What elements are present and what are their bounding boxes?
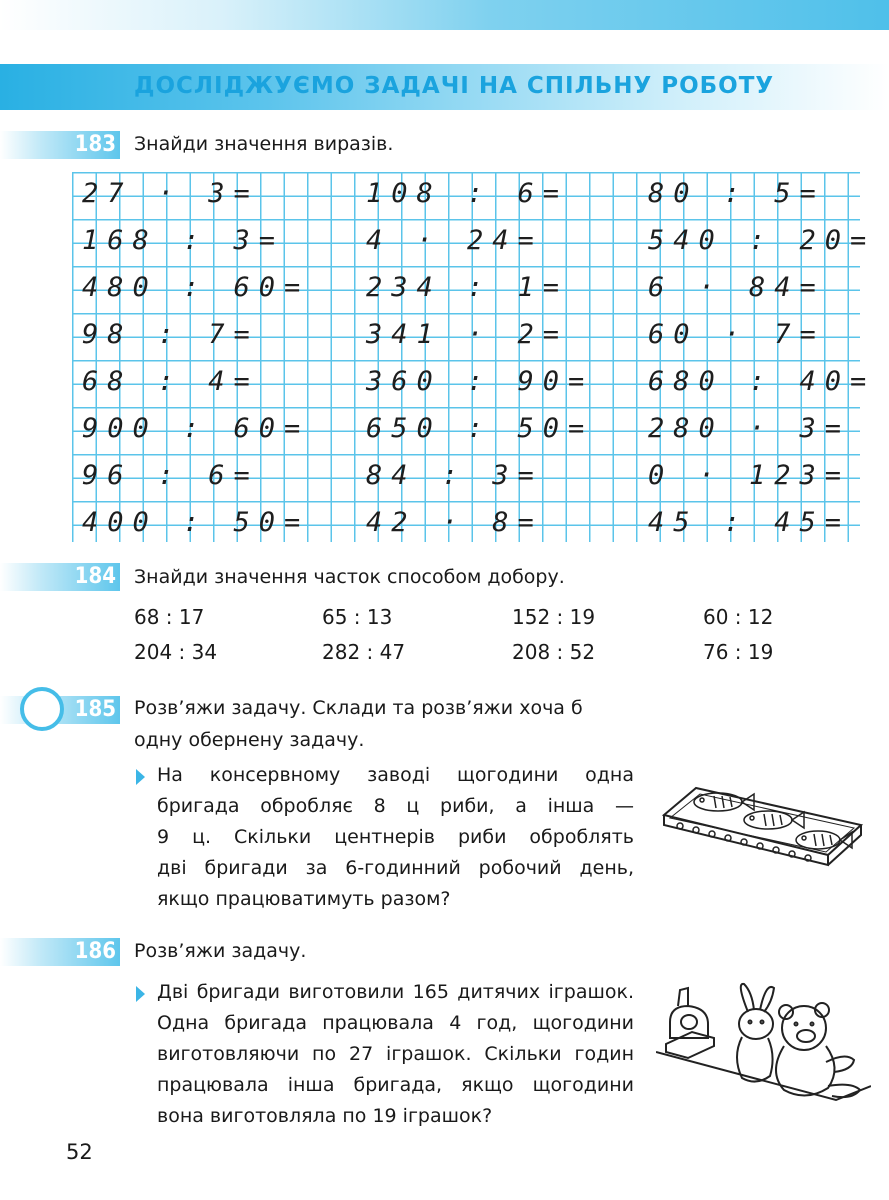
problem-line: якщо працюватимуть разом? — [157, 888, 451, 910]
problem-line: На консервному заводі щогодини одна — [157, 764, 634, 786]
division-item: 68 : 17 — [134, 605, 205, 629]
expression: 650 : 50= — [366, 413, 594, 444]
page-number: 52 — [66, 1140, 93, 1164]
division-item: 152 : 19 — [512, 605, 596, 629]
problem-line: 9 ц. Скільки центнерів риби оброблять — [157, 826, 634, 848]
task-183-instruction: Знайди значення виразів. — [134, 133, 394, 155]
arrow-bullet-icon — [136, 769, 145, 785]
expression: 400 : 50= — [82, 507, 310, 538]
fish-conveyor-illustration — [656, 770, 866, 890]
problem-line: дві бригади за 6-годинний робочий день, — [157, 857, 634, 879]
expression: 42 · 8= — [366, 507, 543, 538]
expression: 900 : 60= — [82, 413, 310, 444]
task-185-instruction: Розв’яжи задачу. Склади та розв’яжи хоча б — [134, 697, 583, 719]
task-number-tag-184 — [0, 563, 120, 591]
task-number-tag-183 — [0, 131, 120, 159]
expression: 84 : 3= — [366, 460, 543, 491]
expression: 6 · 84= — [648, 272, 825, 303]
expression: 98 : 7= — [82, 319, 259, 350]
division-item: 65 : 13 — [322, 605, 393, 629]
problem-line: виготовляючи по 27 іграшок. Скільки годин — [157, 1043, 634, 1065]
expression: 360 : 90= — [366, 366, 594, 397]
problem-line: працювала інша бригада, якщо щогодини — [157, 1074, 634, 1096]
expression: 108 : 6= — [366, 178, 569, 209]
expression: 280 · 3= — [648, 413, 851, 444]
arrow-bullet-icon — [136, 986, 145, 1002]
task-184-instruction: Знайди значення часток способом добору. — [134, 566, 565, 588]
page-title: ДОСЛІДЖУЄМО ЗАДАЧІ НА СПІЛЬНУ РОБОТУ — [134, 73, 775, 99]
expression: 234 : 1= — [366, 272, 569, 303]
problem-line: Дві бригади виготовили 165 дитячих іграшок. — [157, 981, 634, 1003]
expression: 168 : 3= — [82, 225, 285, 256]
expression: 540 : 20= — [648, 225, 876, 256]
division-item: 208 : 52 — [512, 640, 596, 664]
expression: 80 : 5= — [648, 178, 825, 209]
expression: 45 : 45= — [648, 507, 851, 538]
division-item: 204 : 34 — [134, 640, 218, 664]
division-item: 60 : 12 — [703, 605, 774, 629]
toys-illustration — [656, 982, 871, 1112]
problem-line: вона виготовляла по 19 іграшок? — [157, 1105, 493, 1127]
expression: 680 : 40= — [648, 366, 876, 397]
expression: 4 · 24= — [366, 225, 543, 256]
task-number-183: 183 — [74, 132, 116, 157]
expression: 27 · 3= — [82, 178, 259, 209]
expression: 96 : 6= — [82, 460, 259, 491]
expression: 60 · 7= — [648, 319, 825, 350]
division-item: 76 : 19 — [703, 640, 774, 664]
task-185-instruction-cont: одну обернену задачу. — [134, 729, 365, 751]
task-number-185: 185 — [74, 697, 116, 722]
task-number-186: 186 — [74, 939, 116, 964]
expression: 68 : 4= — [82, 366, 259, 397]
problem-line: бригада обробляє 8 ц риби, а інша — — [157, 795, 634, 817]
task-number-184: 184 — [74, 564, 116, 589]
expression: 0 · 123= — [648, 460, 851, 491]
top-decor-bar — [0, 0, 889, 30]
expression: 480 : 60= — [82, 272, 310, 303]
task-number-tag-186 — [0, 938, 120, 966]
task-186-instruction: Розв’яжи задачу. — [134, 940, 307, 962]
problem-line: Одна бригада працювала 4 год, щогодини — [157, 1012, 634, 1034]
division-item: 282 : 47 — [322, 640, 406, 664]
circle-marker-icon — [20, 687, 64, 731]
expression: 341 · 2= — [366, 319, 569, 350]
